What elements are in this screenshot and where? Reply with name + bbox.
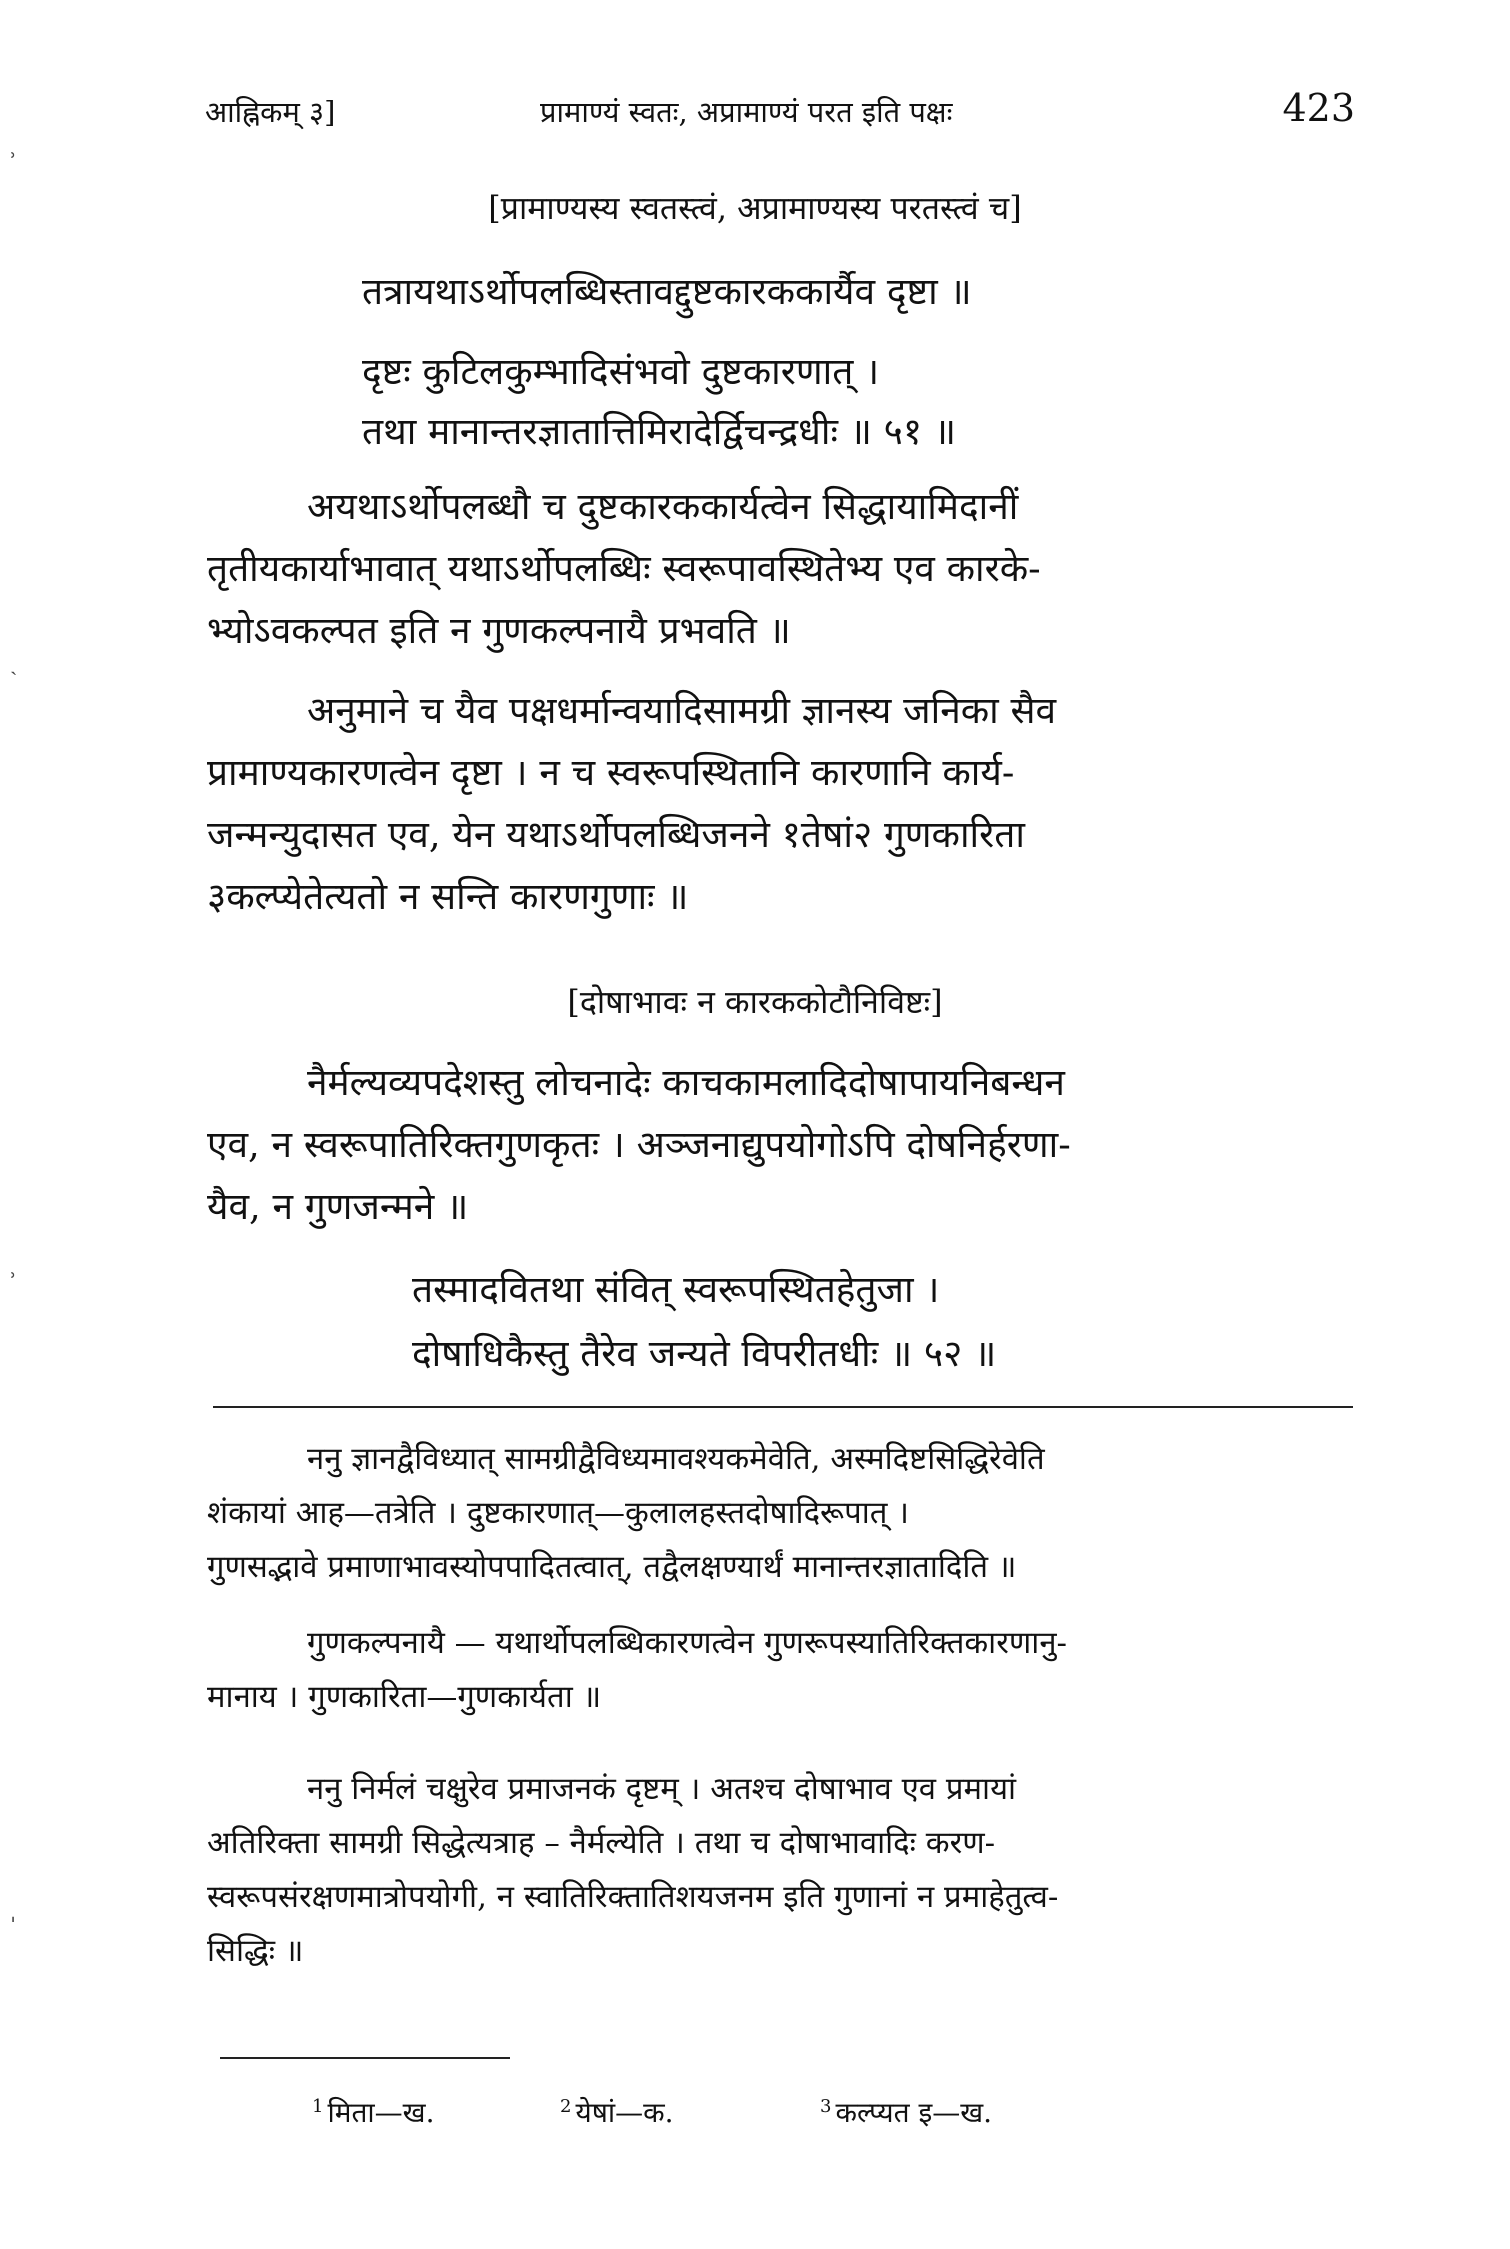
- text-line: ननु निर्मलं चक्षुरेव प्रमाजनकं दृष्टम् । अतश्च दोषाभाव एव प्रमायां: [307, 1771, 1017, 1807]
- verse-line: दृष्टः कुटिलकुम्भादिसंभवो दुष्टकारणात् ।: [362, 350, 880, 393]
- text-divider: [213, 1406, 1353, 1408]
- commentary-paragraph: [207, 1432, 1350, 1594]
- chapter-label: आह्निकम् ३]: [205, 95, 336, 129]
- text-line: अयथाऽर्थोपलब्धौ च दुष्टकारककार्यत्वेन सिद्धायामिदानीं: [307, 485, 1019, 528]
- section-heading: [दोषाभावः न कारककोटौनिविष्टः]: [567, 983, 943, 1021]
- footnote: [560, 2093, 674, 2131]
- text-line: तृतीयकार्याभावात् यथाऽर्थोपलब्धिः स्वरूपावस्थितेभ्य एव कारके-: [207, 547, 1041, 590]
- margin-mark: ʾ: [10, 1270, 17, 1295]
- text-line: अनुमाने च यैव पक्षधर्मान्वयादिसामग्री ज्ञानस्य जनिका सैव: [307, 689, 1057, 732]
- text-line: नैर्मल्यव्यपदेशस्तु लोचनादेः काचकामलादिदोषापायनिबन्धन: [307, 1061, 1065, 1104]
- text-line: सिद्धिः ॥: [207, 1933, 304, 1969]
- footnote-number: 2: [560, 2095, 572, 2117]
- page-number: 423: [1282, 86, 1355, 130]
- text-line: अतिरिक्ता सामग्री सिद्धेत्यत्राह – नैर्मल्येति । तथा च दोषाभावादिः करण-: [207, 1825, 996, 1861]
- verse-line: तस्मादवितथा संवित् स्वरूपस्थितहेतुजा ।: [412, 1268, 940, 1311]
- footnote-divider: [220, 2057, 510, 2059]
- footnote-text: येषां—क.: [575, 2096, 674, 2129]
- main-paragraph: [207, 1052, 1350, 1238]
- margin-mark: ˌ: [10, 1900, 17, 1925]
- text-line: स्वरूपसंरक्षणमात्रोपयोगी, न स्वातिरिक्तातिशयजनम इति गुणानां न प्रमाहेतुत्व-: [207, 1879, 1059, 1915]
- text-line: भ्योऽवकल्पत इति न गुणकल्पनायै प्रभवति ॥: [207, 609, 791, 652]
- footnote: [820, 2093, 992, 2131]
- text-line: यैव, न गुणजन्मने ॥: [207, 1185, 469, 1228]
- verse-line: तत्रायथाऽर्थोपलब्धिस्तावद्दुष्टकारककार्यैव दृष्टा ॥: [362, 270, 972, 313]
- text-line: मानाय । गुणकारिता—गुणकार्यता ॥: [207, 1679, 602, 1715]
- margin-mark: ˎ: [10, 651, 18, 676]
- text-line: एव, न स्वरूपातिरिक्तगुणकृतः । अञ्जनाद्युपयोगोऽपि दोषनिर्हरणा-: [207, 1123, 1071, 1166]
- running-title: प्रामाण्यं स्वतः, अप्रामाण्यं परत इति पक्षः: [540, 95, 953, 129]
- running-header: [205, 88, 1355, 136]
- verse-line: तथा मानान्तरज्ञातात्तिमिरादेर्द्विचन्द्रधीः ॥ ५१ ॥: [362, 410, 957, 453]
- margin-mark: ʾ: [10, 150, 17, 175]
- footnote-text: मिता—ख.: [327, 2096, 435, 2129]
- text-line: जन्मन्युदासत एव, येन यथाऽर्थोपलब्धिजनने १तेषां२ गुणकारिता: [207, 813, 1025, 856]
- commentary-paragraph: [207, 1762, 1350, 1978]
- footnote: [312, 2093, 434, 2131]
- text-line: ननु ज्ञानद्वैविध्यात् सामग्रीद्वैविध्यमावश्यकमेवेति, अस्मदिष्टसिद्धिरेवेति: [307, 1441, 1045, 1477]
- commentary-paragraph: [207, 1616, 1350, 1724]
- section-heading: [प्रामाण्यस्य स्वतस्त्वं, अप्रामाण्यस्य परतस्त्वं च]: [488, 189, 1022, 227]
- main-paragraph: [207, 476, 1350, 662]
- footnote-number: 1: [312, 2095, 324, 2117]
- main-paragraph: [207, 680, 1350, 928]
- text-line: ३कल्प्येतेत्यतो न सन्ति कारणगुणाः ॥: [207, 875, 689, 918]
- verse-line: दोषाधिकैस्तु तैरेव जन्यते विपरीतधीः ॥ ५२ ॥: [412, 1332, 997, 1375]
- footnote-number: 3: [820, 2095, 832, 2117]
- text-line: गुणकल्पनायै — यथार्थोपलब्धिकारणत्वेन गुणरूपस्यातिरिक्तकारणानु-: [307, 1625, 1068, 1661]
- text-line: शंकायां आह—तत्रेति । दुष्टकारणात्—कुलालहस्तदोषादिरूपात् ।: [207, 1495, 910, 1531]
- text-line: गुणसद्भावे प्रमाणाभावस्योपपादितत्वात्, तद्वैलक्षण्यार्थं मानान्तरज्ञातादिति ॥: [207, 1549, 1017, 1585]
- text-line: प्रामाण्यकारणत्वेन दृष्टा । न च स्वरूपस्थितानि कारणानि कार्य-: [207, 751, 1015, 794]
- footnote-text: कल्प्यत इ—ख.: [835, 2096, 993, 2129]
